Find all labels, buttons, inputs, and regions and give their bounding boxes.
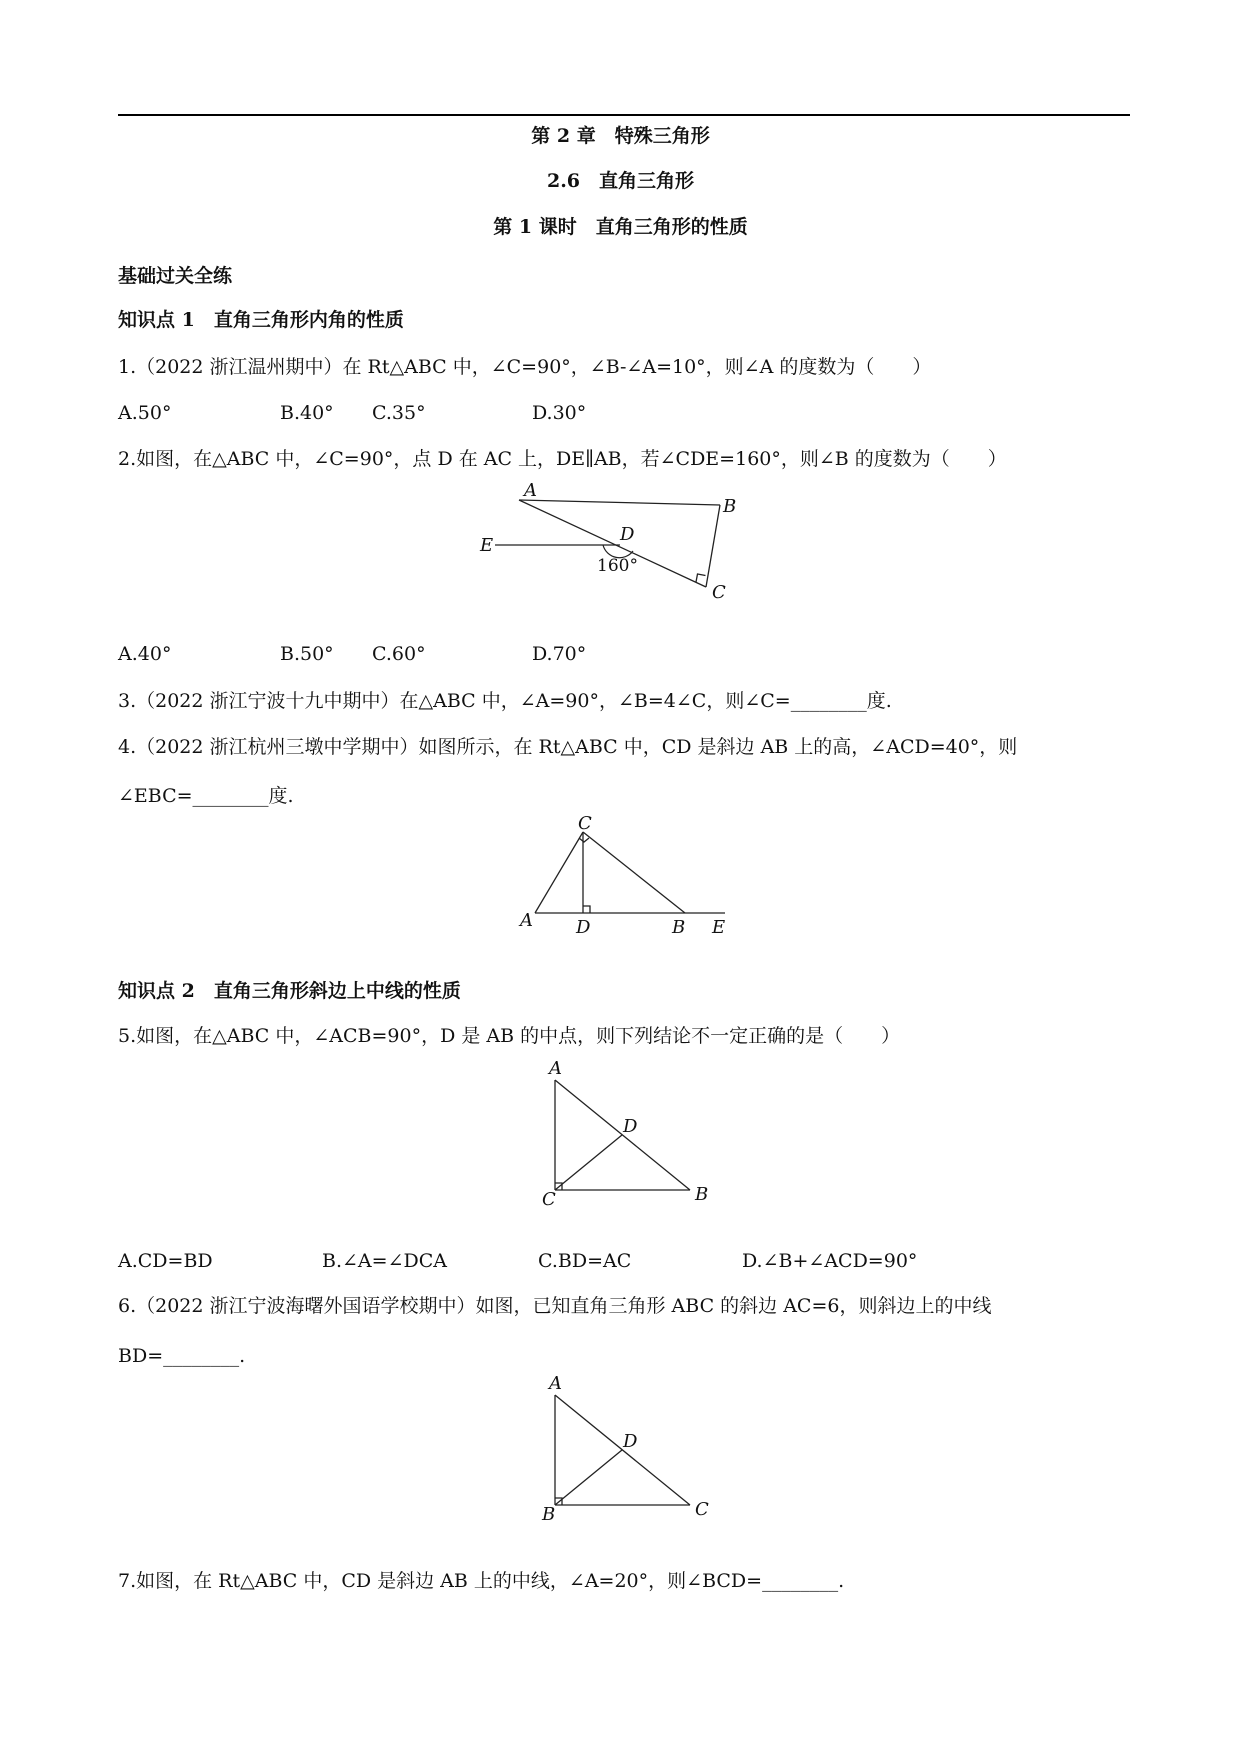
- q4-right-angle-mark-d: [583, 906, 590, 913]
- q2-segment-bc: [706, 505, 720, 587]
- question-4-line-2: ∠EBC=________度.: [118, 785, 294, 807]
- q6-label-a: A: [549, 1373, 562, 1394]
- question-1: 1.（2022 浙江温州期中）在 Rt△ABC 中，∠C=90°，∠B-∠A=10°，则∠A 的度数为（ ）: [118, 356, 932, 378]
- section-title: 2.6 直角三角形: [546, 170, 695, 192]
- lesson-title: 第 1 课时 直角三角形的性质: [493, 216, 748, 238]
- q1-option-a: A.50°: [118, 402, 172, 424]
- q4-label-e: E: [712, 917, 726, 938]
- q5-label-a: A: [549, 1058, 562, 1079]
- q2-label-c: C: [712, 582, 726, 603]
- q5-option-d: D.∠B+∠ACD=90°: [742, 1250, 918, 1272]
- q2-figure: [470, 480, 770, 605]
- q6-segment-bd: [555, 1450, 622, 1505]
- header-rule: [118, 114, 1130, 116]
- q5-label-d: D: [623, 1116, 638, 1137]
- q5-label-c: C: [542, 1189, 556, 1210]
- q4-segment-cb: [583, 832, 685, 913]
- q4-figure: [505, 813, 745, 938]
- q2-label-angle: 160°: [597, 556, 638, 576]
- question-4-line-1: 4.（2022 浙江杭州三墩中学期中）如图所示，在 Rt△ABC 中，CD 是斜边 AB 上的高，∠ACD=40°，则: [118, 736, 1018, 758]
- question-5: 5.如图，在△ABC 中，∠ACB=90°，D 是 AB 的中点，则下列结论不一定正确的是（ ）: [118, 1025, 901, 1047]
- question-3: 3.（2022 浙江宁波十九中期中）在△ABC 中，∠A=90°，∠B=4∠C，则∠C=________度.: [118, 690, 892, 712]
- q2-label-b: B: [723, 496, 737, 517]
- q2-option-d: D.70°: [532, 643, 587, 665]
- q2-segment-ab: [519, 500, 720, 505]
- q4-label-d: D: [576, 917, 591, 938]
- knowledge-point-1: 知识点 1 直角三角形内角的性质: [118, 309, 404, 331]
- question-2: 2.如图，在△ABC 中，∠C=90°，点 D 在 AC 上，DE∥AB，若∠CDE=160°，则∠B 的度数为（ ）: [118, 448, 1007, 470]
- q2-option-a: A.40°: [118, 643, 172, 665]
- q5-option-b: B.∠A=∠DCA: [322, 1250, 447, 1272]
- q6-figure: [535, 1375, 715, 1525]
- q2-right-angle-mark: [696, 574, 706, 582]
- q2-label-d: D: [620, 524, 635, 545]
- q5-segment-cd: [555, 1135, 622, 1190]
- q5-option-a: A.CD=BD: [118, 1250, 213, 1272]
- q5-figure: [535, 1060, 715, 1210]
- q6-label-c: C: [695, 1499, 709, 1520]
- question-6-line-1: 6.（2022 浙江宁波海曙外国语学校期中）如图，已知直角三角形 ABC 的斜边 AC=6，则斜边上的中线: [118, 1295, 992, 1317]
- q1-option-c: C.35°: [372, 402, 426, 424]
- knowledge-point-2: 知识点 2 直角三角形斜边上中线的性质: [118, 980, 461, 1002]
- q4-label-c: C: [578, 813, 592, 834]
- question-6-line-2: BD=________.: [118, 1345, 246, 1367]
- q6-label-b: B: [542, 1504, 556, 1525]
- q4-right-angle-mark-c: [579, 838, 589, 842]
- q4-label-b: B: [672, 917, 686, 938]
- q2-option-c: C.60°: [372, 643, 426, 665]
- question-7: 7.如图，在 Rt△ABC 中，CD 是斜边 AB 上的中线，∠A=20°，则∠BCD=________.: [118, 1570, 845, 1592]
- chapter-title: 第 2 章 特殊三角形: [531, 125, 710, 147]
- q2-option-b: B.50°: [280, 643, 334, 665]
- q4-label-a: A: [520, 910, 533, 931]
- q4-segment-ac: [535, 832, 583, 913]
- q5-option-c: C.BD=AC: [538, 1250, 632, 1272]
- q5-label-b: B: [695, 1184, 709, 1205]
- q1-option-b: B.40°: [280, 402, 334, 424]
- practice-heading: 基础过关全练: [118, 265, 233, 287]
- q2-label-e: E: [480, 535, 494, 556]
- q2-label-a: A: [524, 480, 537, 501]
- q6-label-d: D: [623, 1431, 638, 1452]
- q1-option-d: D.30°: [532, 402, 587, 424]
